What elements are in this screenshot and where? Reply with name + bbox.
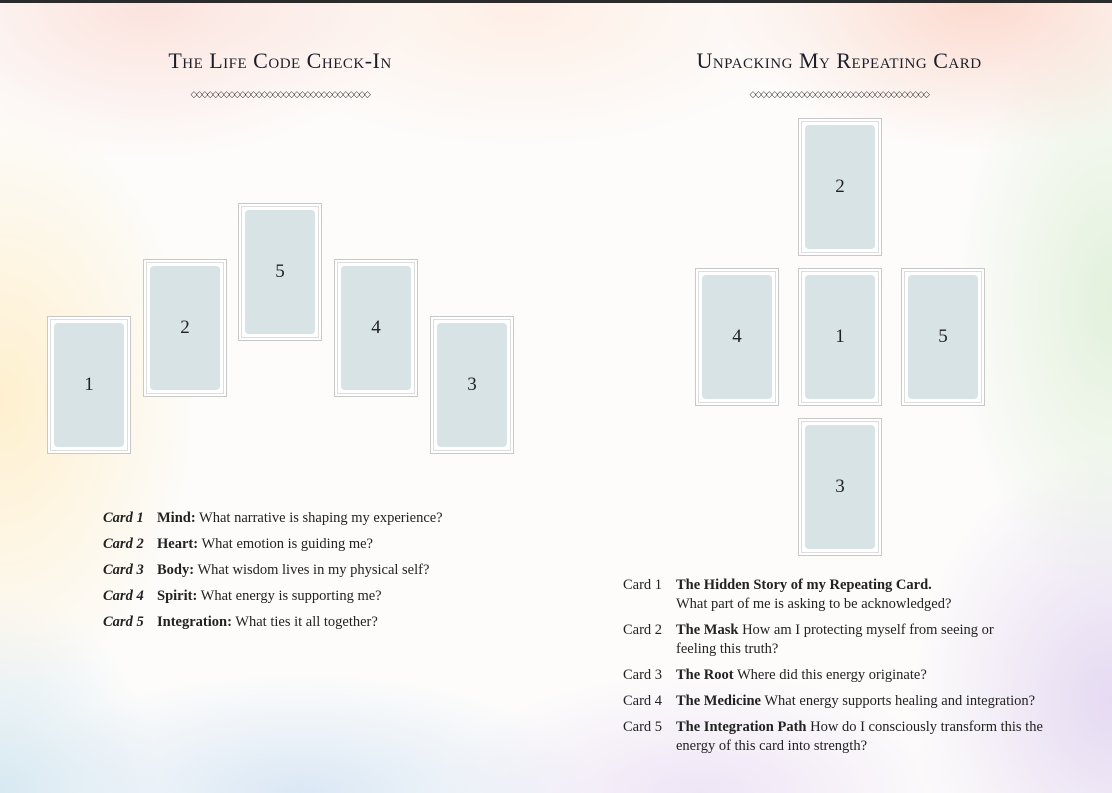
cross-card-3 xyxy=(798,418,882,556)
prompt-text: What wisdom lives in my physical self? xyxy=(197,562,430,578)
card-label: Card 4 xyxy=(103,588,144,604)
left-prompt-list xyxy=(103,510,443,640)
prompt-text: What energy is supporting me? xyxy=(200,588,382,604)
card-number: 5 xyxy=(908,275,978,399)
prompt-text: What energy supports healing and integration? xyxy=(764,693,1036,709)
prompt-heading: The Integration Path xyxy=(676,719,807,735)
left-page-title: The Life Code Check-In xyxy=(168,48,392,73)
card-label: Card 1 xyxy=(103,510,144,526)
list-item xyxy=(623,576,1063,614)
spread-card-4 xyxy=(334,259,418,397)
prompt-heading: Body: xyxy=(157,562,195,578)
cross-card-4 xyxy=(695,268,779,406)
prompt-heading: Mind: xyxy=(157,510,196,526)
ornament-divider: ◇◇◇◇◇◇◇◇◇◇◇◇◇◇◇◇◇◇◇◇◇◇◇◇◇◇◇◇◇◇◇◇◇ xyxy=(190,89,370,99)
spread-card-2 xyxy=(143,259,227,397)
card-label: Card 5 xyxy=(103,614,144,630)
list-item xyxy=(103,536,443,562)
prompt-text: How am I protecting myself from seeing or feeling this truth? xyxy=(676,622,994,657)
prompt-heading: The Medicine xyxy=(676,693,761,709)
prompt-heading: Spirit: xyxy=(157,588,198,604)
prompt-heading: Heart: xyxy=(157,536,199,552)
list-item xyxy=(623,666,1063,685)
card-number: 3 xyxy=(805,425,875,549)
ornament-divider: ◇◇◇◇◇◇◇◇◇◇◇◇◇◇◇◇◇◇◇◇◇◇◇◇◇◇◇◇◇◇◇◇◇ xyxy=(749,89,929,99)
prompt-heading: Integration: xyxy=(157,614,232,630)
card-number: 2 xyxy=(805,125,875,249)
list-item xyxy=(103,614,443,640)
spread-card-1 xyxy=(47,316,131,454)
card-number: 2 xyxy=(150,266,220,390)
cross-card-2 xyxy=(798,118,882,256)
top-border xyxy=(0,0,1112,3)
spread-card-5 xyxy=(238,203,322,341)
card-number: 1 xyxy=(54,323,124,447)
prompt-heading: The Hidden Story of my Repeating Card. xyxy=(676,577,932,593)
list-item xyxy=(103,562,443,588)
card-number: 4 xyxy=(702,275,772,399)
prompt-text: What emotion is guiding me? xyxy=(201,536,373,552)
prompt-heading: The Mask xyxy=(676,622,739,638)
card-number: 4 xyxy=(341,266,411,390)
prompt-text: What part of me is asking to be acknowledged? xyxy=(676,596,952,612)
right-page-title: Unpacking My Repeating Card xyxy=(696,48,982,73)
prompt-text: How do I consciously transform this the energy of this card into strength? xyxy=(676,719,1043,754)
spread-card-3 xyxy=(430,316,514,454)
card-label: Card 3 xyxy=(103,562,144,578)
card-label: Card 4 xyxy=(623,693,663,709)
card-number: 3 xyxy=(437,323,507,447)
list-item xyxy=(623,692,1063,711)
card-label: Card 2 xyxy=(623,622,663,638)
right-prompt-list xyxy=(623,576,1063,763)
prompt-heading: The Root xyxy=(676,667,734,683)
cross-card-1 xyxy=(798,268,882,406)
card-label: Card 2 xyxy=(103,536,144,552)
list-item xyxy=(103,588,443,614)
prompt-text: Where did this energy originate? xyxy=(736,667,927,683)
list-item xyxy=(623,718,1063,756)
prompt-text: What ties it all together? xyxy=(235,614,378,630)
cross-card-5 xyxy=(901,268,985,406)
card-label: Card 1 xyxy=(623,577,663,593)
list-item xyxy=(103,510,443,536)
card-number: 5 xyxy=(245,210,315,334)
card-label: Card 3 xyxy=(623,667,663,683)
prompt-text: What narrative is shaping my experience? xyxy=(199,510,443,526)
card-number: 1 xyxy=(805,275,875,399)
card-label: Card 5 xyxy=(623,719,663,735)
list-item xyxy=(623,621,1063,659)
